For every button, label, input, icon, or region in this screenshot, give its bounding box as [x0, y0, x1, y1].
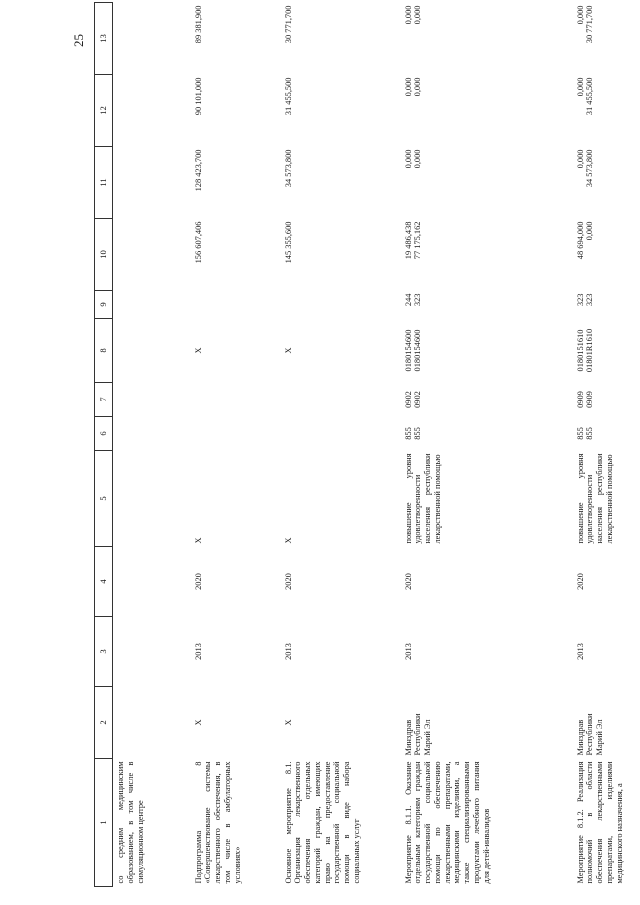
cell-value: 323: [575, 293, 585, 307]
column-number-cell: 4: [95, 547, 113, 617]
column-number-cell: 11: [95, 147, 113, 219]
executor-cell: X: [283, 719, 293, 726]
cell-value: 19 486,438: [403, 221, 413, 260]
row-name-cell: Основное мероприятие 8.1. Организация лекарственного обеспечения отдельных категорий граждан, имеющих право на предоставление государственной социальной помощи в виде набора социальных услуг: [283, 761, 361, 884]
target-article-cell: [401, 319, 573, 383]
row-name-cell: Мероприятие 8.1.2. Реализация полномочий в области обеспечения лекарственными препаратами, изделиями медицинского назначения, а: [575, 761, 624, 884]
column-number-cell: 7: [95, 383, 113, 417]
cell-value: 48 694,000: [575, 221, 585, 260]
column-number-cell: 8: [95, 319, 113, 383]
amount-col-10-cell: [281, 219, 401, 291]
amount-col-13-cell: [573, 3, 640, 75]
amount-col-12-cell: [281, 75, 401, 147]
cell-value: 0,000: [403, 5, 413, 25]
expected-result-cell: X: [193, 537, 203, 544]
column-number-cell: 5: [95, 451, 113, 547]
cell-value: 0180151610: [575, 329, 585, 372]
expense-type-cell: [401, 291, 573, 319]
amount-col-12-cell: [191, 75, 281, 147]
end-year-cell: 2020: [575, 573, 585, 590]
grbs-code-cell: [113, 417, 191, 451]
cell-value: 0,000: [403, 149, 413, 169]
section-code-cell: [281, 383, 401, 417]
end-year-cell: 2020: [403, 573, 413, 590]
expense-type-cell: [113, 291, 191, 319]
column-number-cell: 2: [95, 687, 113, 759]
expected-result-cell: X: [283, 537, 293, 544]
expense-type-cell: [281, 291, 401, 319]
cell-value: 77 175,162: [413, 221, 423, 260]
amount-col-10-cell: [191, 219, 281, 291]
end-year-cell: 2020: [283, 573, 293, 590]
target-article-cell: [113, 319, 191, 383]
cell-value: X: [283, 347, 293, 354]
cell-value: 0,000: [575, 149, 585, 169]
cell-value: 30 771,700: [283, 5, 293, 44]
row-name-cell: Мероприятие 8.1.1. Оказание отдельным категориям граждан государственной социальной помощи по обеспечению лекарственными препаратами, медицинскими изделиями, а также специализированными продуктами лечебного питания для детей-инвалидов: [403, 761, 491, 884]
executor-cell: X: [193, 719, 203, 726]
cell-value: 156 607,406: [193, 221, 203, 264]
program-table: [94, 2, 640, 887]
cell-value: 855: [413, 427, 423, 440]
cell-value: 0909: [585, 391, 595, 408]
start-year-cell: 2013: [575, 643, 585, 660]
amount-col-13-cell: [281, 3, 401, 75]
table-row: [191, 3, 281, 887]
amount-col-12-cell: [113, 75, 191, 147]
cell-value: 0180154600: [403, 329, 413, 372]
executor-cell: Минздрав Республики Марий Эл: [575, 713, 604, 756]
amount-col-11-cell: [191, 147, 281, 219]
grbs-code-cell: [573, 417, 640, 451]
cell-value: 0,000: [403, 77, 413, 97]
column-number-cell: 10: [95, 219, 113, 291]
row-name-cell: со средним медицинским образованием, в том числе в симуляционном центре: [116, 761, 145, 884]
end-year-cell: 2020: [193, 573, 203, 590]
cell-value: 30 771,700: [585, 5, 595, 44]
section-code-cell: [113, 383, 191, 417]
cell-value: 34 573,800: [283, 149, 293, 188]
expected-result-cell: повышение уровня удовлетворенности населения республики лекарственной помощью: [575, 453, 614, 544]
start-year-cell: 2013: [403, 643, 413, 660]
row-name-cell: Подпрограмма 8 «Совершенствование системы лекарственного обеспечения, в том числе в амбулаторных условиях»: [193, 761, 242, 884]
cell-value: 0,000: [413, 5, 423, 25]
cell-value: 855: [403, 427, 413, 440]
section-code-cell: [573, 383, 640, 417]
cell-value: 244: [403, 293, 413, 307]
expected-result-cell: [113, 451, 191, 547]
amount-col-10-cell: [573, 219, 640, 291]
cell-value: 0,000: [413, 77, 423, 97]
start-year-cell: 2013: [193, 643, 203, 660]
cell-value: 0,000: [575, 77, 585, 97]
amount-col-10-cell: [113, 219, 191, 291]
table-row: [573, 3, 640, 887]
start-year-cell: 2013: [283, 643, 293, 660]
end-year-cell: [113, 547, 191, 617]
cell-value: 01801R1610: [585, 328, 595, 373]
table-row: [281, 3, 401, 887]
cell-value: 323: [413, 293, 423, 307]
cell-value: 0902: [413, 391, 423, 408]
cell-value: 855: [575, 427, 585, 440]
amount-col-11-cell: [113, 147, 191, 219]
grbs-code-cell: [191, 417, 281, 451]
cell-value: 128 423,700: [193, 149, 203, 192]
column-number-cell: 9: [95, 291, 113, 319]
expense-type-cell: [573, 291, 640, 319]
column-number-cell: 12: [95, 75, 113, 147]
amount-col-13-cell: [113, 3, 191, 75]
amount-col-10-cell: [401, 219, 573, 291]
amount-col-13-cell: [191, 3, 281, 75]
cell-value: 0909: [575, 391, 585, 408]
cell-value: 31 455,500: [283, 77, 293, 116]
cell-value: 34 573,800: [585, 149, 595, 188]
column-number-cell: 6: [95, 417, 113, 451]
column-number-cell: 3: [95, 617, 113, 687]
start-year-cell: [113, 617, 191, 687]
cell-value: 0180154600: [413, 329, 423, 372]
expected-result-cell: повышение уровня удовлетворенности населения республики лекарственной помощью: [403, 453, 442, 544]
cell-value: 0,000: [575, 5, 585, 25]
cell-value: 0,000: [413, 149, 423, 169]
executor-cell: [113, 687, 191, 759]
grbs-code-cell: [401, 417, 573, 451]
cell-value: 0902: [403, 391, 413, 408]
cell-value: 145 355,600: [283, 221, 293, 264]
cell-value: 89 381,900: [193, 5, 203, 44]
section-code-cell: [401, 383, 573, 417]
target-article-cell: [281, 319, 401, 383]
cell-value: 323: [585, 293, 595, 307]
cell-value: 0,000: [585, 221, 595, 241]
amount-col-12-cell: [573, 75, 640, 147]
amount-col-11-cell: [281, 147, 401, 219]
amount-col-11-cell: [401, 147, 573, 219]
section-code-cell: [191, 383, 281, 417]
column-number-row: [95, 3, 113, 887]
page-number: 25: [71, 34, 86, 47]
cell-value: X: [193, 347, 203, 354]
expense-type-cell: [191, 291, 281, 319]
executor-cell: Минздрав Республики Марий Эл: [403, 713, 432, 756]
cell-value: 31 455,500: [585, 77, 595, 116]
target-article-cell: [191, 319, 281, 383]
amount-col-12-cell: [401, 75, 573, 147]
table-row: [113, 3, 191, 887]
cell-value: 855: [585, 427, 595, 440]
amount-col-13-cell: [401, 3, 573, 75]
amount-col-11-cell: [573, 147, 640, 219]
grbs-code-cell: [281, 417, 401, 451]
table-row: [401, 3, 573, 887]
target-article-cell: [573, 319, 640, 383]
cell-value: 90 101,000: [193, 77, 203, 116]
column-number-cell: 1: [95, 759, 113, 887]
column-number-cell: 13: [95, 3, 113, 75]
